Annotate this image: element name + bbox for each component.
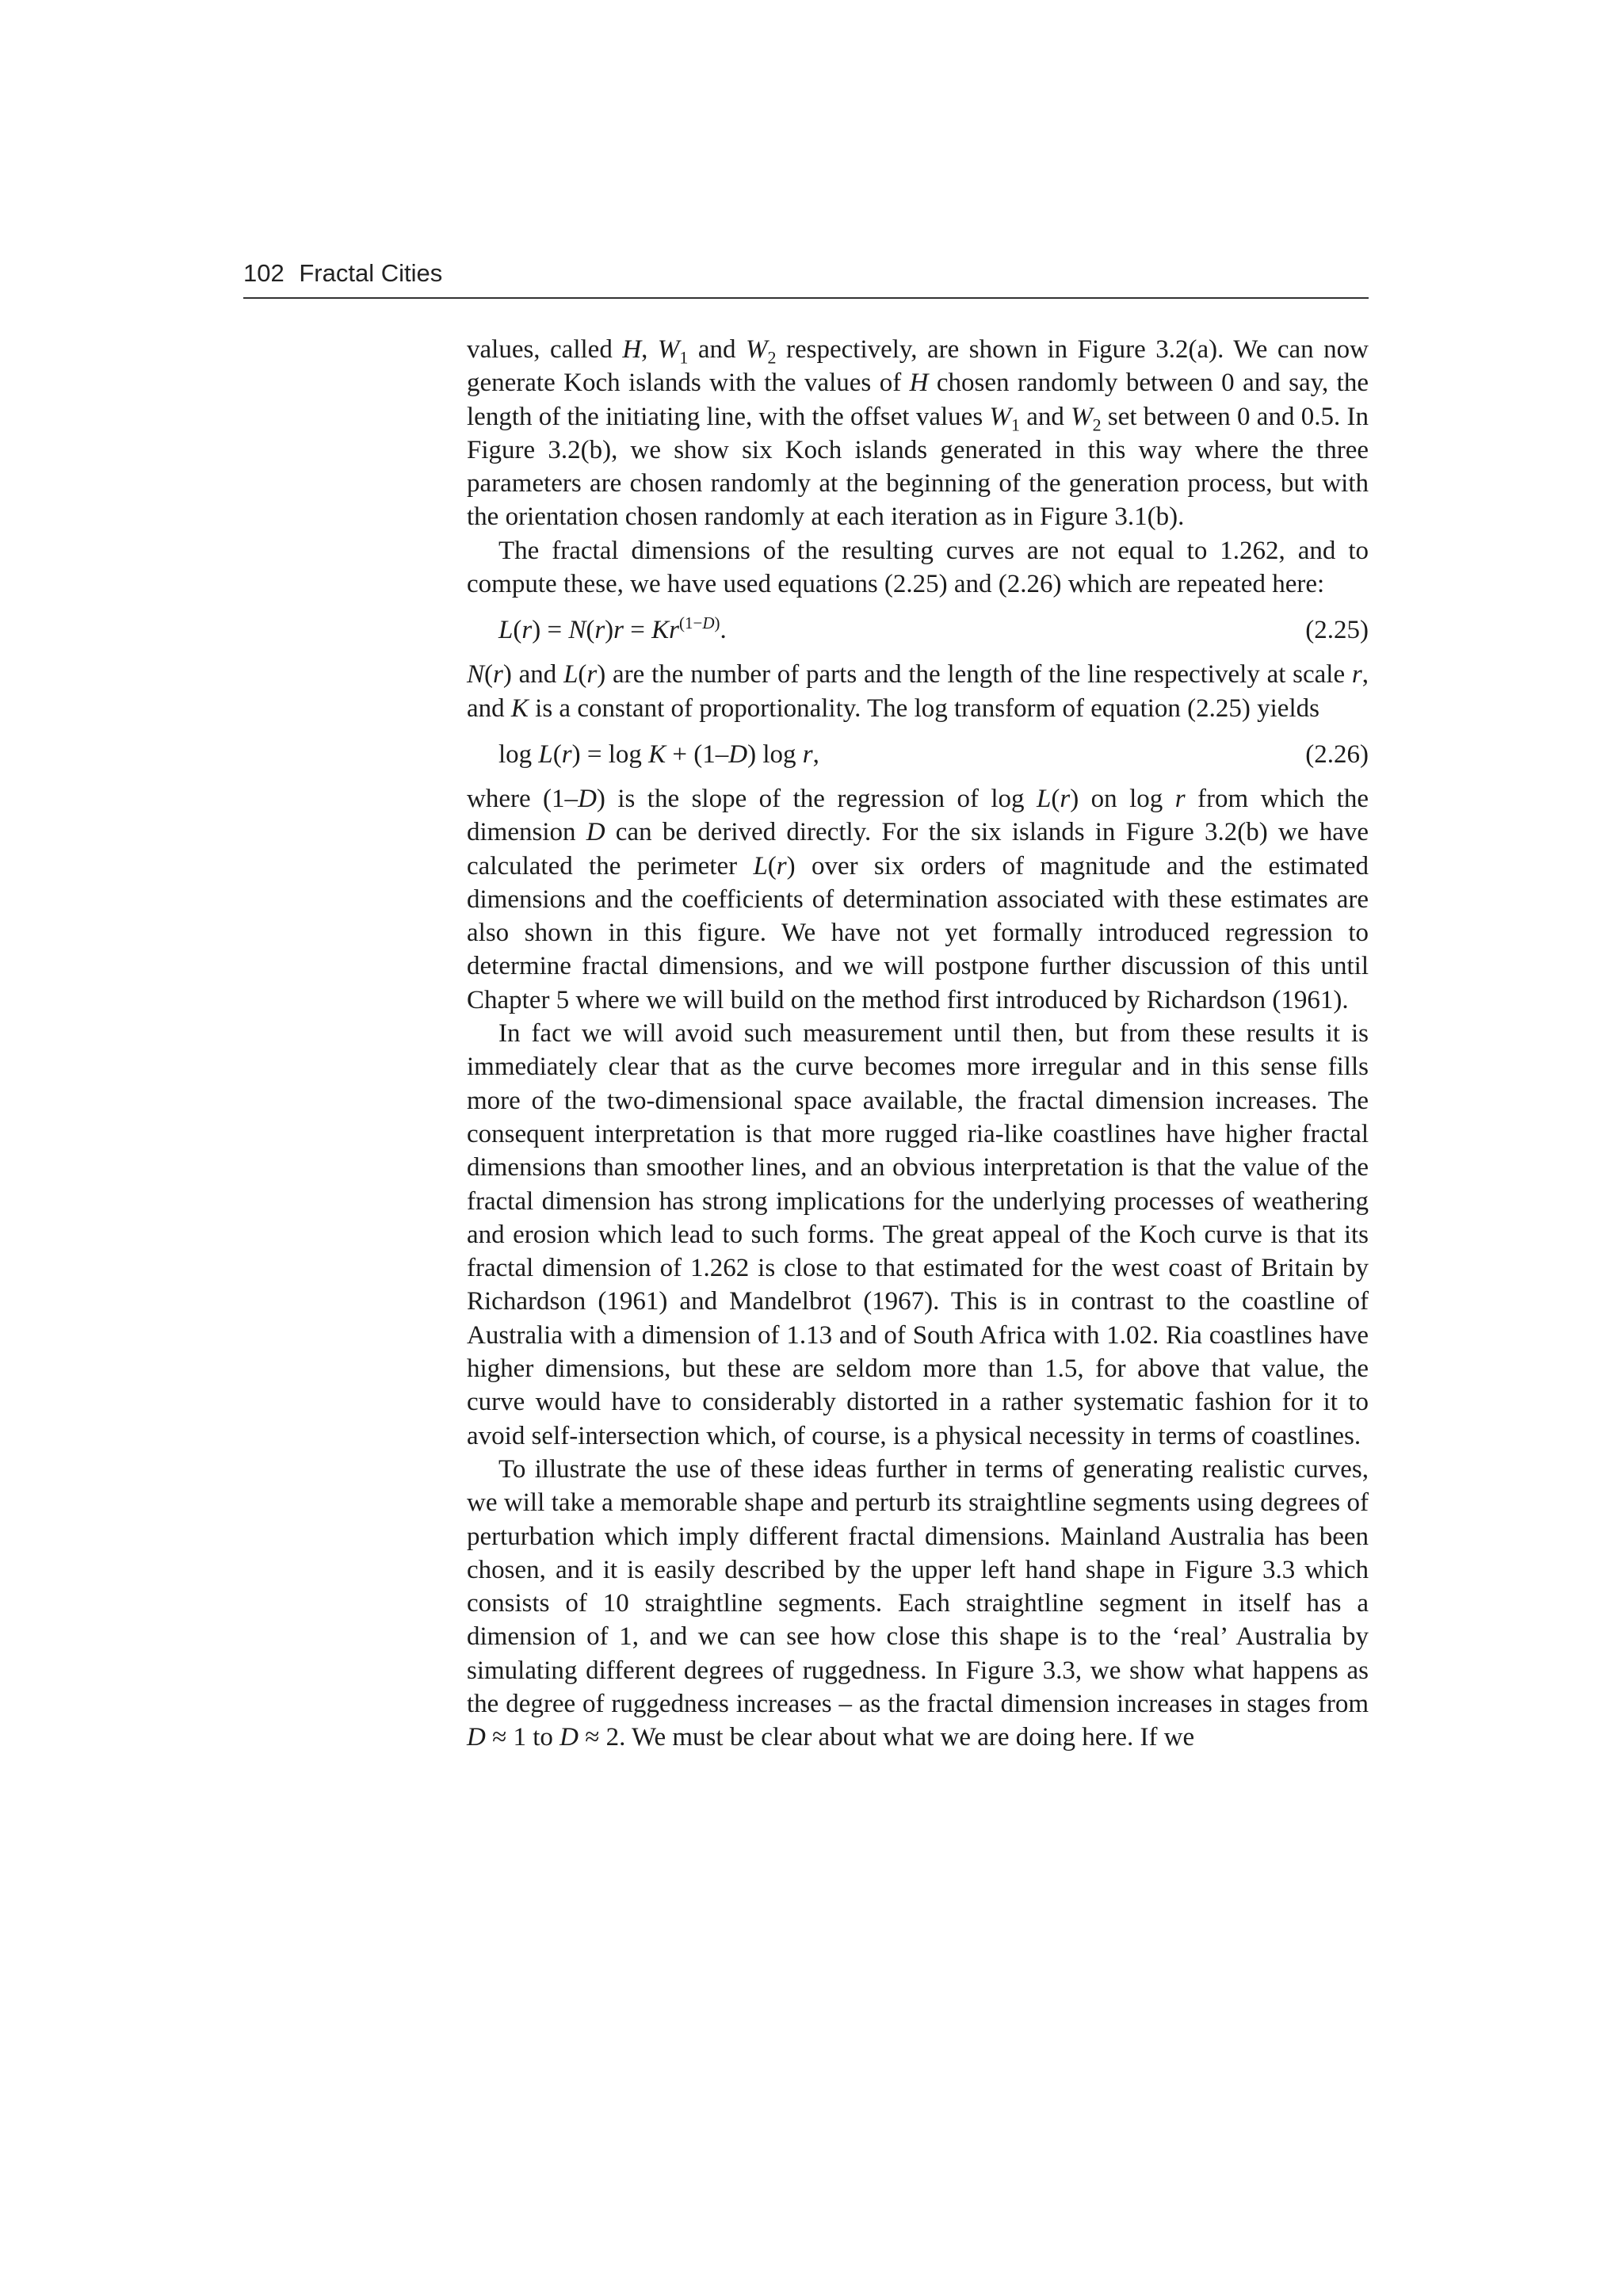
paragraph-4: where (1–D) is the slope of the regression of log L(r) on log r from which the dimension D can be derived directly. For the six islands in Figure 3.2(b) we have calculated the perimeter L(r) over six orders of magnitude and the estimated dimensions and the coefficients of determination associated with these estimates are also shown in this figure. We have not yet formally introduced regression to determine fractal dimensions, and we will postpone further discussion of this until Chapter 5 where we will build on the method first introduced by Richardson (1961).: [467, 784, 1369, 1014]
page-number: 102: [243, 259, 285, 287]
body-text: [467, 333, 1369, 1755]
paragraph-5: In fact we will avoid such measurement until then, but from these results it is immediately clear that as the curve becomes more irregular and in this sense fills more of the two-dimensional space available, the fractal dimension increases. The consequent interpretation is that more rugged ria-like coastlines have higher fractal dimensions than smoother lines, and an obvious interpretation is that the value of the fractal dimension has strong implications for the underlying processes of weathering and erosion which lead to such forms. The great appeal of the Koch curve is that its fractal dimension of 1.262 is close to that estimated for the west coast of Britain by Richardson (1961) and Mandelbrot (1967). This is in contrast to the coastline of Australia with a dimension of 1.13 and of South Africa with 1.02. Ria coastlines have higher dimensions, but these are seldom more than 1.5, for above that value, the curve would have to considerably distorted in a rather systematic fashion for it to avoid self-intersection which, of course, is a physical necessity in terms of coastlines.: [467, 1019, 1369, 1450]
paragraph-2: The fractal dimensions of the resulting curves are not equal to 1.262, and to compute these, we have used equations (2.25) and (2.26) which are repeated here:: [467, 536, 1369, 599]
header-rule: [243, 297, 1369, 299]
equation-2-26-number: (2.26): [1305, 739, 1369, 769]
paragraph-6: To illustrate the use of these ideas further in terms of generating realistic curves, we will take a memorable shape and perturb its straightline segments using degrees of perturbation which imply different fractal dimensions. Mainland Australia has been chosen, and it is easily described by the upper left hand shape in Figure 3.3 which consists of 10 straightline segments. Each straightline segment in itself has a dimension of 1, and we can see how close this shape is to the ‘real’ Australia by simulating different degrees of ruggedness. In Figure 3.3, we show what happens as the degree of ruggedness increases – as the fractal dimension increases in stages from D ≈ 1 to D ≈ 2. We must be clear about what we are doing here. If we: [467, 1454, 1369, 1752]
paragraph-3: N(r) and L(r) are the number of parts and the length of the line respectively at scale r, and K is a constant of proportionality. The log transform of equation (2.25) yields: [467, 660, 1369, 723]
equation-2-25-number: (2.25): [1305, 616, 1369, 645]
equation-2-26: [467, 738, 1369, 774]
paragraph-1: values, called H, $W_1$ and $W_2$ respectively, are shown in Figure 3.2(a). We can now generate Koch islands with the values of H chosen randomly between 0 and say, the length of the initiating line, with the offset values $W_1$ and $W_2$ set between 0 and 0.5. In Figure 3.2(b), we show six Koch islands generated in this way where the three parameters are chosen randomly at the beginning of the generation process, but with the orientation chosen randomly at each iteration as in Figure 3.1(b).: [467, 335, 1369, 532]
running-head: [243, 258, 1369, 299]
equation-2-26-expression: log L(r) = log K + (1–D) log r,: [498, 739, 819, 769]
equation-2-25: [467, 613, 1369, 650]
running-title: Fractal Cities: [299, 259, 443, 287]
equation-2-25-expression: $L(r) = N(r)r = Kr^{(1-D)}$.: [498, 613, 727, 645]
